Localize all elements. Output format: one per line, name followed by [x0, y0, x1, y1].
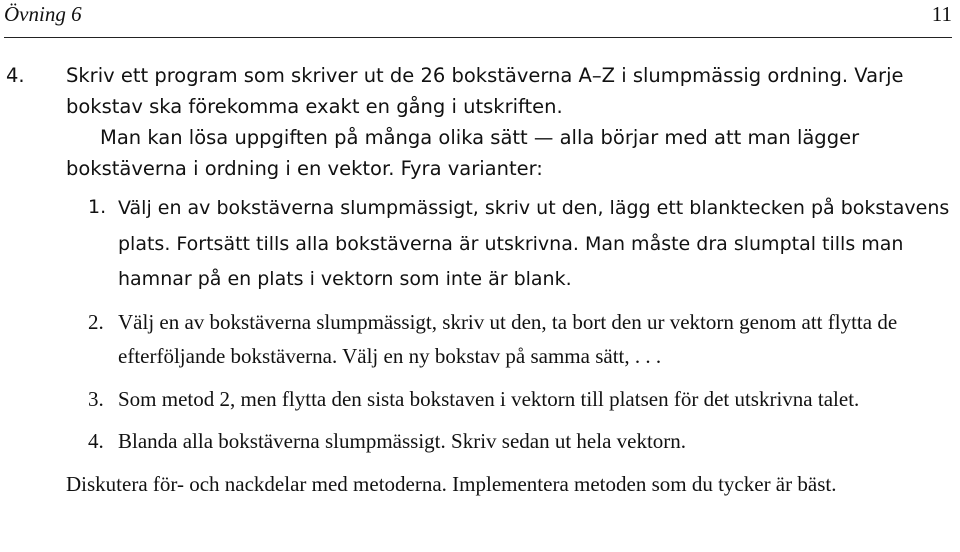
method-item-2	[88, 305, 956, 374]
page-header	[4, 2, 952, 32]
task-text: Skriv ett program som skriver ut de 26 bokstäverna A–Z i slumpmässig ordning. Varje bokstav ska förekomma exakt en gång i utskriften.	[66, 64, 904, 118]
method-item-3	[88, 382, 956, 417]
method-list	[0, 190, 960, 459]
method-item-4	[88, 424, 956, 459]
method-number: 4.	[88, 429, 104, 453]
page-number: 11	[931, 2, 952, 26]
intro-paragraph	[66, 122, 946, 184]
discussion-paragraph: Diskutera för- och nackdelar med metoderna. Implementera metoden som du tycker är bäst.	[66, 471, 837, 496]
header-rule	[4, 37, 952, 38]
method-text: Välj en av bokstäverna slumpmässigt, skriv ut den, lägg ett blanktecken på bokstavens plats. Fortsätt tills alla bokstäverna är utskrivna. Man måste dra slumptal tills man hamnar på en plats i vektorn som inte är blank.	[118, 197, 950, 290]
intro-text: Man kan lösa uppgiften på många olika sätt — alla börjar med att man lägger bokstäverna i ordning i en vektor. Fyra varianter:	[66, 126, 860, 180]
page-body	[0, 60, 960, 501]
task-paragraph	[6, 60, 946, 122]
method-text: Välj en av bokstäverna slumpmässigt, skriv ut den, ta bort den ur vektorn genom att flytta de efterföljande bokstäverna. Välj en ny bokstav på samma sätt, . . .	[118, 309, 898, 368]
method-number: 2.	[88, 309, 104, 334]
method-text: Som metod 2, men flytta den sista bokstaven i vektorn till platsen för det utskrivna talet.	[118, 386, 860, 411]
method-text: Blanda alla bokstäverna slumpmässigt. Skriv sedan ut hela vektorn.	[118, 429, 687, 453]
task-number: 4.	[6, 64, 25, 87]
method-item-1	[88, 190, 956, 297]
method-number: 1.	[88, 196, 107, 218]
section-title: Övning 6	[4, 2, 82, 26]
method-number: 3.	[88, 386, 104, 411]
